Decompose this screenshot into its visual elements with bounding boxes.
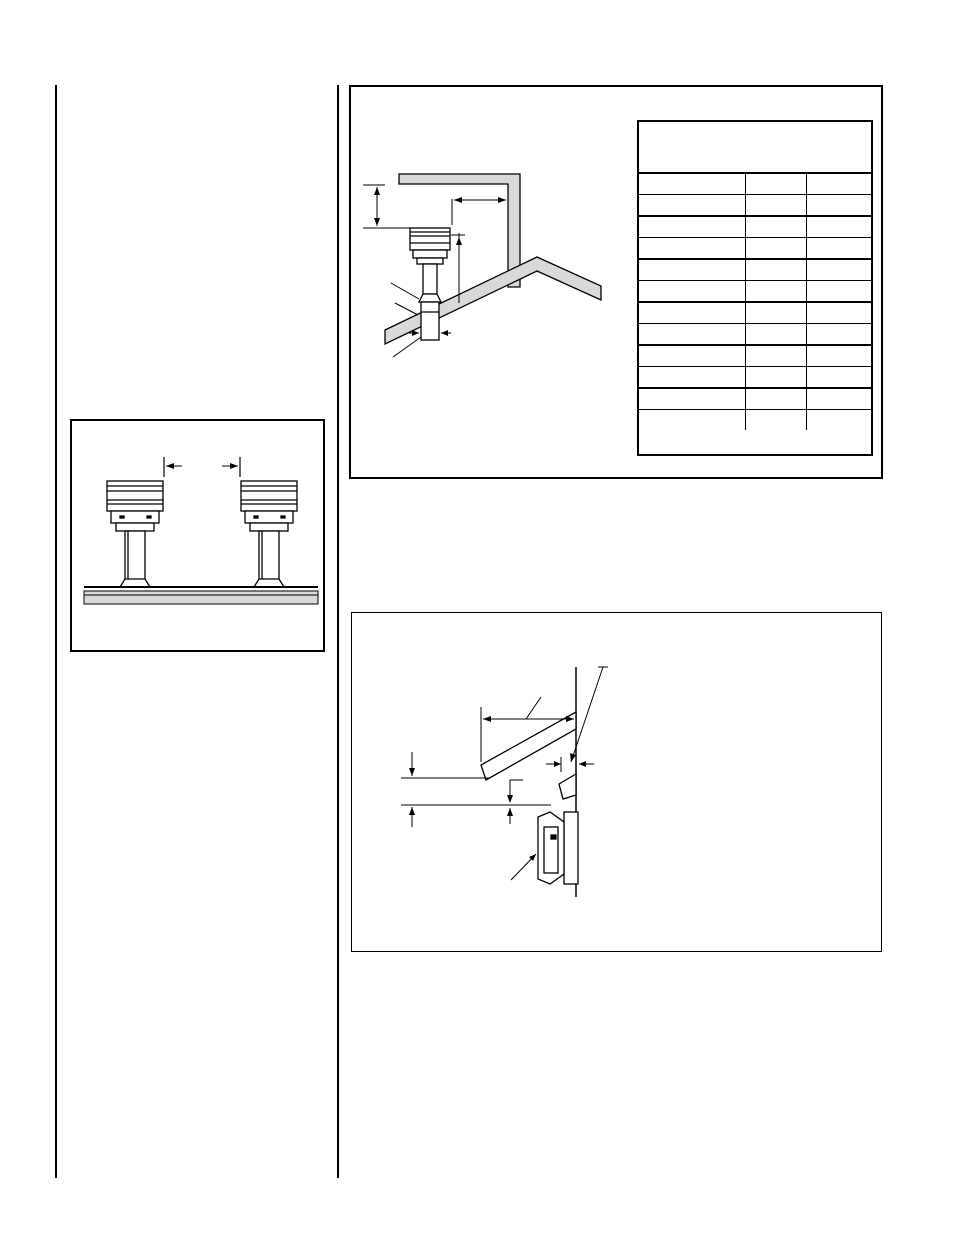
roof-clearance-figure [349, 85, 883, 479]
table-row [639, 302, 871, 324]
table-row [639, 195, 871, 217]
left-termination-cap [107, 481, 163, 587]
clearance-table-header [639, 122, 871, 174]
clearance-table-body [639, 174, 871, 430]
table-row [639, 367, 871, 389]
table-row [639, 259, 871, 281]
table-row [639, 281, 871, 303]
roof-overhang [481, 712, 576, 799]
spacing-figure [70, 419, 325, 652]
table-row [639, 324, 871, 346]
table-row [639, 410, 871, 431]
wall-termination-cap [538, 812, 578, 884]
sloped-roof [385, 257, 601, 344]
spacing-diagram [70, 419, 325, 652]
left-margin-rule [55, 85, 57, 1178]
table-row [639, 216, 871, 238]
overhang-diagram [351, 612, 882, 952]
roof-clearance-diagram [351, 87, 631, 387]
right-termination-cap [241, 481, 297, 587]
table-row [639, 345, 871, 367]
overhang-figure [351, 612, 882, 952]
table-row [639, 388, 871, 410]
clearance-table [637, 120, 873, 456]
column-divider-rule [337, 85, 339, 1178]
table-row [639, 238, 871, 260]
table-row [639, 174, 871, 195]
